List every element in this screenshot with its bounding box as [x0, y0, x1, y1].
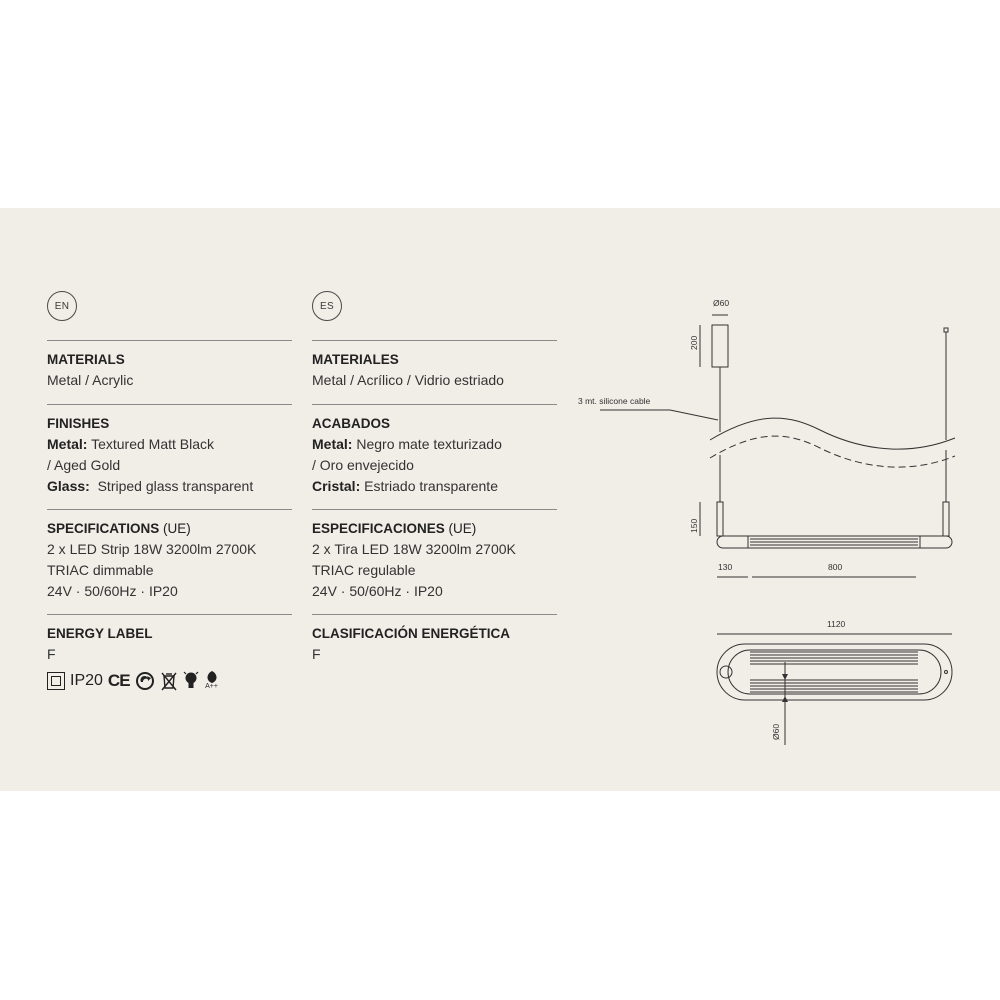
certification-icons	[47, 671, 292, 691]
acabados-title: ACABADOS	[312, 416, 391, 431]
english-column	[47, 291, 292, 690]
energy-class-icon	[204, 671, 220, 691]
lamp-top-view-ribs-upper	[750, 652, 918, 664]
finish-metal-value: Textured Matt Black	[87, 436, 215, 452]
clasificacion-title: CLASIFICACIÓN ENERGÉTICA	[312, 626, 511, 641]
specifications-title	[47, 518, 292, 539]
recycle-icon	[135, 671, 155, 691]
ce-mark-icon: CE	[107, 671, 130, 690]
spec-line: 2 x LED Strip 18W 3200lm 2700K	[47, 541, 257, 557]
acabados-section	[312, 404, 557, 497]
finishes-title: FINISHES	[47, 416, 110, 431]
acabado-metal-label: Metal:	[312, 436, 353, 452]
weee-bin-icon	[160, 671, 178, 691]
lamp-top-view-end-circle	[720, 666, 732, 678]
canopy-shape	[712, 325, 728, 367]
finishes-section	[47, 404, 292, 497]
spec-line: 24V · 50/60Hz · IP20	[312, 583, 443, 599]
tube-diameter-arrow	[782, 674, 788, 680]
language-badge-en: EN	[47, 291, 77, 321]
center-width-label: 800	[828, 562, 843, 572]
finish-glass-value: Striped glass transparent	[89, 478, 254, 494]
clasificacion-value: F	[312, 646, 321, 662]
break-line-lower	[710, 436, 955, 467]
especificaciones-title-suffix: (UE)	[444, 521, 477, 536]
especificaciones-section	[312, 509, 557, 602]
break-line-upper	[710, 418, 955, 449]
right-rod	[943, 502, 949, 536]
leaf-icon	[204, 671, 220, 683]
clasificacion-section	[312, 614, 557, 665]
materials-section	[47, 340, 292, 391]
technical-drawing	[570, 290, 970, 760]
specifications-title-text: SPECIFICATIONS	[47, 521, 160, 536]
spanish-column	[312, 291, 557, 662]
rod-height-label: 150	[689, 518, 699, 533]
spec-line: 2 x Tira LED 18W 3200lm 2700K	[312, 541, 516, 557]
finish-metal-label: Metal:	[47, 436, 88, 452]
spec-line: TRIAC dimmable	[47, 562, 154, 578]
canopy-diameter-label: Ø60	[713, 298, 730, 308]
especificaciones-title	[312, 518, 557, 539]
finish-glass-line	[47, 476, 292, 497]
energy-title: ENERGY LABEL	[47, 626, 153, 641]
ip20-label: IP20	[70, 672, 103, 689]
energy-section	[47, 614, 292, 691]
materials-title: MATERIALS	[47, 352, 125, 367]
materiales-section	[312, 340, 557, 391]
especificaciones-title-text: ESPECIFICACIONES	[312, 521, 445, 536]
acabado-metal-value: Negro mate texturizado	[352, 436, 502, 452]
led-bulb-icon	[183, 671, 199, 691]
canopy-height-label: 200	[689, 335, 699, 350]
left-rod	[717, 502, 723, 536]
acabado-cristal-label: Cristal:	[312, 478, 361, 494]
end-width-label: 130	[718, 562, 733, 572]
finish-metal-continued: / Aged Gold	[47, 457, 121, 473]
finish-glass-label: Glass:	[47, 478, 90, 494]
materiales-title: MATERIALES	[312, 352, 399, 367]
energy-value: F	[47, 646, 56, 662]
spec-line: TRIAC regulable	[312, 562, 416, 578]
acabado-cristal-value: Estriado transparente	[360, 478, 498, 494]
materials-value: Metal / Acrylic	[47, 372, 134, 388]
cable-note-arrow	[670, 410, 718, 420]
language-badge-es: ES	[312, 291, 342, 321]
right-hook	[944, 328, 948, 332]
energy-class-label: A++	[205, 683, 218, 690]
lamp-top-view-screw	[945, 671, 948, 674]
specifications-section	[47, 509, 292, 602]
acabado-cristal-line	[312, 476, 557, 497]
lamp-top-view-ribs-lower	[750, 680, 918, 692]
acabado-metal-continued: / Oro envejecido	[312, 457, 414, 473]
spec-line: 24V · 50/60Hz · IP20	[47, 583, 178, 599]
acabado-metal-line	[312, 434, 557, 455]
tube-diameter-arrow	[782, 696, 788, 702]
specifications-title-suffix: (UE)	[159, 521, 191, 536]
lamp-top-view-inner	[728, 650, 941, 694]
double-insulation-icon	[47, 672, 65, 690]
total-width-label: 1120	[827, 619, 846, 629]
tube-diameter-label: Ø60	[771, 723, 781, 740]
finish-metal-line	[47, 434, 292, 455]
cable-note-label: 3 mt. silicone cable	[578, 396, 651, 406]
materiales-value: Metal / Acrílico / Vidrio estriado	[312, 372, 504, 388]
